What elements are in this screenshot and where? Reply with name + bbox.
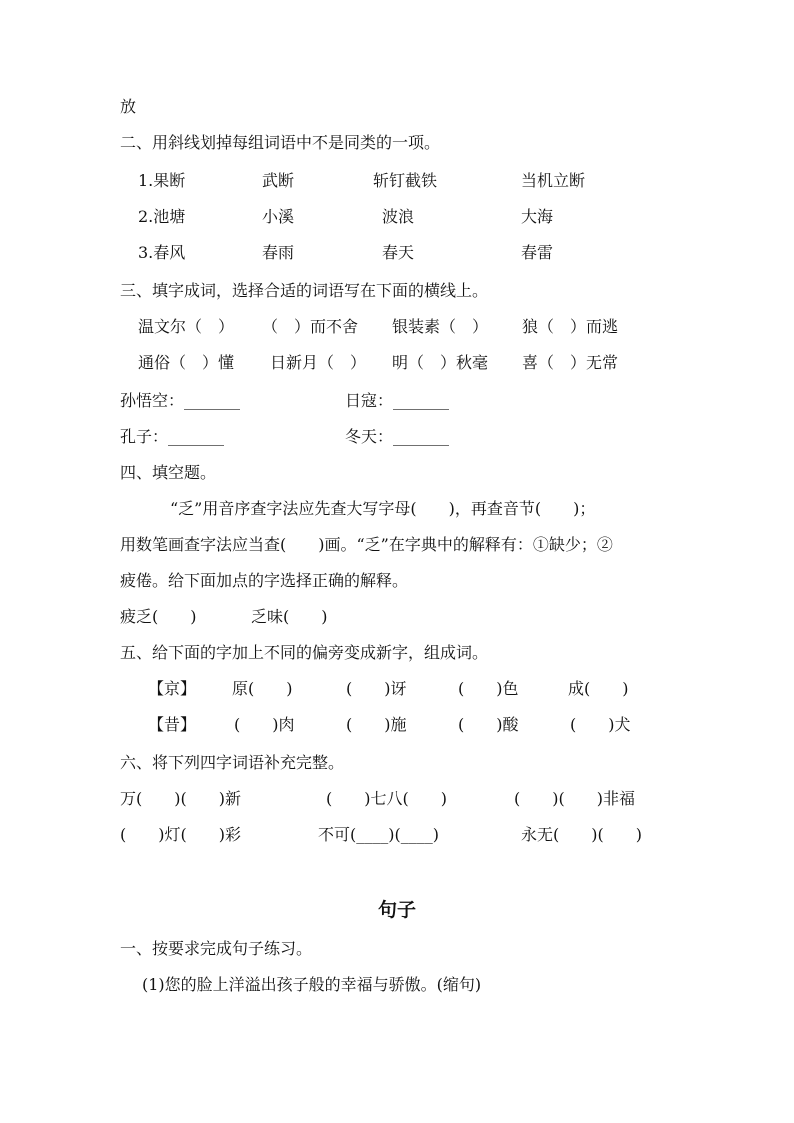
s2-r2-c4: 大海 (521, 207, 554, 226)
s2-r3-c2: 春雨 (262, 243, 295, 262)
s3-fill-dongtian: 冬天：_______ (345, 427, 450, 446)
s2-r1-c1: 1.果断 (138, 171, 186, 190)
section-5-title: 五、给下面的字加上不同的偏旁变成新字，组成词。 (120, 643, 489, 662)
s3-r2-c4: 喜（ ）无常 (522, 353, 619, 372)
s3-fill-rikou: 日寇：_______ (345, 391, 450, 410)
s4-paragraph-1: “乏”用音序查字法应先查大写字母( )，再查音节( )； (170, 499, 596, 518)
s3-r2-c2: 日新月（ ） (270, 353, 367, 372)
sentence-item-1: (1)您的脸上洋溢出孩子般的幸福与骄傲。(缩句) (142, 975, 482, 994)
s5-r2-c2: ( )肉 (234, 715, 295, 734)
s2-r2-c1: 2.池塘 (138, 207, 186, 226)
s6-r2-c2: 不可(____)(____) (318, 825, 439, 844)
s2-r3-c1: 3.春风 (138, 243, 186, 262)
s2-r3-c4: 春雷 (521, 243, 554, 262)
section-3-title: 三、填字成词，选择合适的词语写在下面的横线上。 (120, 281, 489, 300)
s3-r1-c3: 银装素（ ） (392, 317, 489, 336)
s2-r1-c4: 当机立断 (521, 171, 586, 190)
s6-r2-c1: ( )灯( )彩 (120, 825, 241, 844)
s2-r1-c2: 武断 (262, 171, 295, 190)
s3-r1-c2: （ ）而不舍 (262, 317, 359, 336)
s5-r1-c2: 原( ) (232, 679, 293, 698)
s6-r1-c1: 万( )( )新 (120, 789, 241, 808)
s5-r2-c4: ( )酸 (458, 715, 519, 734)
s3-r2-c3: 明（ ）秋毫 (392, 353, 489, 372)
s5-r1-c3: ( )讶 (346, 679, 407, 698)
s2-r2-c3: 波浪 (382, 207, 415, 226)
s5-r2-c1: 【昔】 (148, 715, 197, 734)
s6-r2-c3: 永无( )( ) (521, 825, 642, 844)
s2-r2-c2: 小溪 (262, 207, 295, 226)
s4-paragraph-2: 用数笔画查字法应当查( )画。“乏”在字典中的解释有：①缺少；② (120, 535, 613, 554)
s5-r1-c1: 【京】 (148, 679, 197, 698)
sentence-heading: 句子 (377, 899, 416, 921)
s3-fill-kongzi: 孔子：_______ (120, 427, 225, 446)
s3-r1-c1: 温文尔（ ） (138, 317, 235, 336)
s3-fill-sunwukong: 孙悟空：_______ (120, 391, 241, 410)
s3-r1-c4: 狼（ ）而逃 (522, 317, 619, 336)
s2-r1-c3: 斩钉截铁 (373, 171, 438, 190)
s4-paragraph-3: 疲倦。给下面加点的字选择正确的解释。 (120, 571, 409, 590)
s6-r1-c3: ( )( )非福 (514, 789, 635, 808)
s5-r1-c5: 成( ) (568, 679, 629, 698)
s5-r1-c4: ( )色 (458, 679, 519, 698)
s4-pifa: 疲乏( ) (120, 607, 197, 626)
s5-r2-c5: ( )犬 (570, 715, 631, 734)
section-6-title: 六、将下列四字词语补充完整。 (120, 753, 345, 772)
s5-r2-c3: ( )施 (346, 715, 407, 734)
top-word: 放 (120, 97, 137, 116)
s3-r2-c1: 通俗（ ）懂 (138, 353, 235, 372)
s4-fawei: 乏味( ) (251, 607, 328, 626)
section-4-title: 四、填空题。 (120, 463, 217, 482)
s6-r1-c2: ( )七八( ) (326, 789, 447, 808)
section-2-title: 二、用斜线划掉每组词语中不是同类的一项。 (120, 133, 441, 152)
s2-r3-c3: 春天 (382, 243, 415, 262)
sentence-section-title: 一、按要求完成句子练习。 (120, 939, 313, 958)
